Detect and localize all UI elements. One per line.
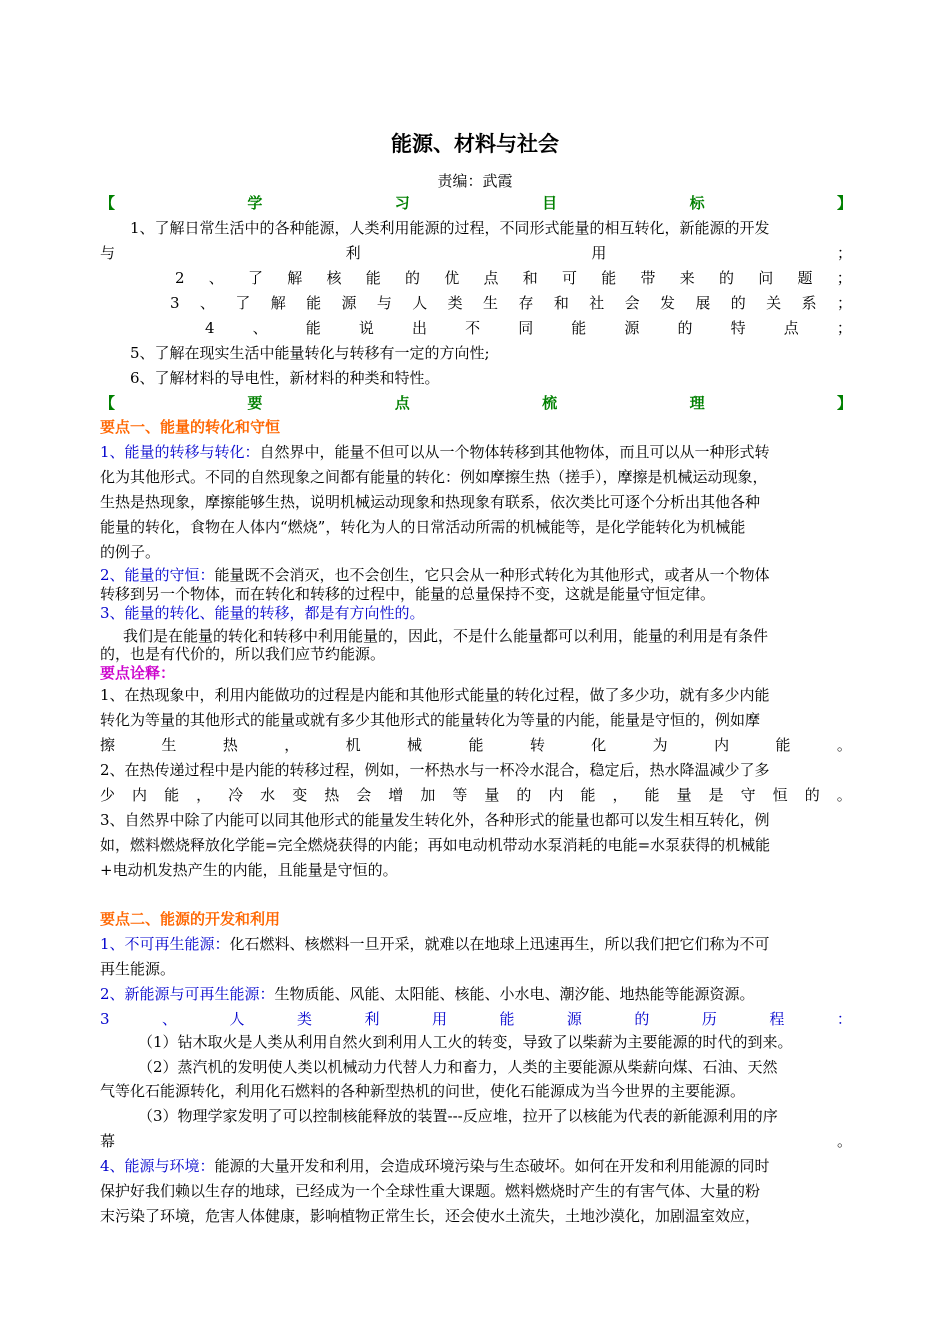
p2-4-text: 能源的大量开发和利用，会造成环境污染与生态破坏。如何在开发和利用能源的同时 xyxy=(214,1157,770,1175)
justified-char: 的 xyxy=(804,786,820,804)
justified-char: 。 xyxy=(836,1132,852,1150)
justified-char: ； xyxy=(836,244,852,262)
justified-char: ， xyxy=(612,786,628,804)
justified-char: 点 xyxy=(783,319,799,337)
justified-char: 会 xyxy=(624,294,640,312)
justified-char: 梳 xyxy=(542,394,558,412)
justified-char: 系 xyxy=(801,294,817,312)
justified-char: 解 xyxy=(270,294,286,312)
justified-char: 说 xyxy=(358,319,374,337)
justified-char: 冷 xyxy=(228,786,244,804)
goal-3 xyxy=(100,293,852,313)
p1-1-line-5: 的例子。 xyxy=(100,543,161,561)
justified-char: 幕 xyxy=(100,1132,116,1150)
justified-char: 化 xyxy=(591,736,607,754)
justified-char: 来 xyxy=(679,269,695,287)
goals-header xyxy=(100,193,852,213)
notes-title: 要点诠释： xyxy=(100,664,176,682)
justified-char: 优 xyxy=(444,269,460,287)
justified-char: 点 xyxy=(394,394,410,412)
justified-char: 【 xyxy=(100,394,116,412)
goal-5: 5、了解在现实生活中能量转化与转移有一定的方向性; xyxy=(130,344,490,362)
justified-char: 】 xyxy=(836,394,852,412)
justified-char: ： xyxy=(836,1010,852,1028)
justified-char: 量 xyxy=(676,786,692,804)
page-title: 能源、材料与社会 xyxy=(391,131,559,156)
justified-char: 能 xyxy=(775,736,791,754)
justified-char: 等 xyxy=(452,786,468,804)
justified-char: 出 xyxy=(411,319,427,337)
p1-1-line-3: 生热是热现象，摩擦能够生热，说明机械运动现象和热现象有联系，依次类比可逐个分析出其他各种 xyxy=(100,493,761,511)
justified-char: 热 xyxy=(222,736,238,754)
justified-char: 用 xyxy=(591,244,607,262)
justified-char: 、 xyxy=(199,294,215,312)
justified-char: 人 xyxy=(412,294,428,312)
justified-char: 加 xyxy=(420,786,436,804)
justified-char: 的 xyxy=(730,294,746,312)
justified-char: 【 xyxy=(100,194,116,212)
justified-char: 的 xyxy=(516,786,532,804)
justified-char: 能 xyxy=(644,786,660,804)
justified-char: 历 xyxy=(701,1010,717,1028)
p2-2-text: 生物质能、风能、太阳能、核能、小水电、潮汐能、地热能等能源资源。 xyxy=(274,985,755,1003)
p2-1-text: 化石燃料、核燃料一旦开采，就难以在地球上迅速再生，所以我们把它们称为不可 xyxy=(229,935,770,953)
p1-1-text: 自然界中，能量不但可以从一个物体转移到其他物体，而且可以从一种形式转 xyxy=(259,443,770,461)
justified-char: 能 xyxy=(601,269,617,287)
justified-char: 程 xyxy=(769,1010,785,1028)
justified-char: 能 xyxy=(365,269,381,287)
justified-char: 能 xyxy=(468,736,484,754)
justified-char: 4 xyxy=(205,319,215,337)
justified-char: 能 xyxy=(571,319,587,337)
justified-char: 学 xyxy=(247,194,263,212)
note-1-line-2: 转化为等量的其他形式的能量或就有多少其他形式的能量转化为等量的内能，能量是守恒的，例如摩 xyxy=(100,711,761,729)
p1-1-label: 1、能量的转移与转化： xyxy=(100,443,260,461)
p2-3-item-2-line-1: （2）蒸汽机的发明使人类以机械动力代替人力和畜力，人类的主要能源从柴薪向煤、石油、天然 xyxy=(138,1058,778,1076)
justified-char: 3 xyxy=(170,294,180,312)
goal-1-line-2 xyxy=(100,243,852,263)
justified-char: 了 xyxy=(235,294,251,312)
justified-char: ； xyxy=(836,269,852,287)
justified-char: 目 xyxy=(542,194,558,212)
justified-char: 能 xyxy=(305,319,321,337)
justified-char: 恒 xyxy=(772,786,788,804)
note-3-line-3: +电动机发热产生的内能，且能量是守恒的。 xyxy=(100,861,398,879)
note-3-line-1: 3、自然界中除了内能可以同其他形式的能量发生转化外，各种形式的能量也都可以发生相互转化，例 xyxy=(100,811,770,829)
justified-char: 】 xyxy=(836,194,852,212)
justified-char: 擦 xyxy=(100,736,116,754)
justified-char: 关 xyxy=(766,294,782,312)
p2-1-line-1 xyxy=(100,934,852,954)
justified-char: 生 xyxy=(483,294,499,312)
justified-char: 带 xyxy=(640,269,656,287)
justified-char: 社 xyxy=(589,294,605,312)
note-1-line-3 xyxy=(100,735,852,755)
review-header xyxy=(100,393,852,413)
justified-char: 能 xyxy=(499,1010,515,1028)
justified-char: 2 xyxy=(175,269,185,287)
justified-char: ， xyxy=(284,736,300,754)
p1-1-line-2: 化为其他形式。不同的自然现象之间都有能量的转化：例如摩擦生热（搓手），摩擦是机械运动现象， xyxy=(100,468,768,486)
p2-3-item-3-line-1: （3）物理学家发明了可以控制核能释放的装置---反应堆，拉开了以核能为代表的新能源利用的序 xyxy=(138,1107,778,1125)
p1-2-label: 2、能量的守恒： xyxy=(100,566,215,584)
p1-3-line-2: 的，也是有代价的，所以我们应节约能源。 xyxy=(100,645,386,663)
justified-char: 为 xyxy=(652,736,668,754)
justified-char: 会 xyxy=(356,786,372,804)
p1-2-text: 能量既不会消灭，也不会创生，它只会从一种形式转化为其他形式，或者从一个物体 xyxy=(214,566,770,584)
p2-2-label: 2、新能源与可再生能源： xyxy=(100,985,275,1003)
justified-char: 的 xyxy=(719,269,735,287)
justified-char: 机 xyxy=(345,736,361,754)
justified-char: 3 xyxy=(100,1010,110,1028)
justified-char: 类 xyxy=(296,1010,312,1028)
justified-char: 与 xyxy=(100,244,116,262)
editor-line: 责编：武霞 xyxy=(437,172,513,190)
justified-char: 能 xyxy=(580,786,596,804)
p1-2-line-1 xyxy=(100,565,852,585)
p2-4-line-3: 末污染了环境，危害人体健康，影响植物正常生长，还会使水土流失，土地沙漠化，加剧温室效应， xyxy=(100,1207,761,1225)
justified-char: 变 xyxy=(292,786,308,804)
p2-4-line-1 xyxy=(100,1156,852,1176)
justified-char: 增 xyxy=(388,786,404,804)
justified-char: 转 xyxy=(529,736,545,754)
justified-char: 习 xyxy=(394,194,410,212)
p1-3-line-1: 我们是在能量的转化和转移中利用能量的，因此，不是什么能量都可以利用，能量的利用是有条件 xyxy=(123,627,769,645)
justified-char: 内 xyxy=(714,736,730,754)
justified-char: 存 xyxy=(518,294,534,312)
justified-char: 水 xyxy=(260,786,276,804)
justified-char: 利 xyxy=(345,244,361,262)
justified-char: 解 xyxy=(287,269,303,287)
justified-char: 和 xyxy=(522,269,538,287)
note-1-line-1: 1、在热现象中，利用内能做功的过程是内能和其他形式能量的转化过程，做了多少功，就有多少内能 xyxy=(100,686,770,704)
justified-char: 不 xyxy=(465,319,481,337)
justified-char: 和 xyxy=(553,294,569,312)
justified-char: 利 xyxy=(364,1010,380,1028)
goal-2 xyxy=(100,268,852,288)
justified-char: 的 xyxy=(634,1010,650,1028)
point-2-title: 要点二、能源的开发和利用 xyxy=(100,910,281,928)
p2-4-label: 4、能源与环境： xyxy=(100,1157,215,1175)
justified-char: 能 xyxy=(164,786,180,804)
justified-char: ； xyxy=(836,294,852,312)
justified-char: 的 xyxy=(677,319,693,337)
justified-char: 核 xyxy=(326,269,342,287)
p1-1-line-1 xyxy=(100,442,852,462)
justified-char: 生 xyxy=(161,736,177,754)
justified-char: 源 xyxy=(341,294,357,312)
justified-char: 。 xyxy=(836,786,852,804)
p1-1-line-4: 能量的转化，食物在人体内“燃烧”，转化为人的日常活动所需的机械能等，是化学能转化为机械能 xyxy=(100,518,746,536)
justified-char: 可 xyxy=(562,269,578,287)
justified-char: 人 xyxy=(229,1010,245,1028)
justified-char: 量 xyxy=(484,786,500,804)
justified-char: 题 xyxy=(797,269,813,287)
justified-char: 问 xyxy=(758,269,774,287)
justified-char: 理 xyxy=(689,394,705,412)
justified-char: 点 xyxy=(483,269,499,287)
justified-char: 了 xyxy=(248,269,264,287)
p2-2-line xyxy=(100,984,852,1004)
note-3-line-2: 如，燃料燃烧释放化学能=完全燃烧获得的内能；再如电动机带动水泵消耗的电能=水泵获得的机械能 xyxy=(100,836,771,854)
p2-1-label: 1、不可再生能源： xyxy=(100,935,230,953)
justified-char: 能 xyxy=(306,294,322,312)
justified-char: 源 xyxy=(566,1010,582,1028)
p2-1-line-2: 再生能源。 xyxy=(100,960,176,978)
justified-char: ； xyxy=(836,319,852,337)
p1-3-heading: 3、能量的转化、能量的转移，都是有方向性的。 xyxy=(100,604,425,622)
note-2-line-1: 2、在热传递过程中是内能的转移过程，例如，一杯热水与一杯冷水混合，稳定后，热水降温减少了多 xyxy=(100,761,770,779)
justified-char: 。 xyxy=(836,736,852,754)
justified-char: 发 xyxy=(660,294,676,312)
justified-char: ， xyxy=(196,786,212,804)
justified-char: 同 xyxy=(518,319,534,337)
justified-char: 、 xyxy=(162,1010,178,1028)
justified-char: 械 xyxy=(407,736,423,754)
justified-char: 展 xyxy=(695,294,711,312)
justified-char: 与 xyxy=(376,294,392,312)
justified-char: 类 xyxy=(447,294,463,312)
p2-3-item-2-line-2: 气等化石能源转化，利用化石燃料的各种新型热机的问世，使化石能源成为当今世界的主要能源。 xyxy=(100,1082,746,1100)
justified-char: 、 xyxy=(252,319,268,337)
goal-6: 6、了解材料的导电性，新材料的种类和特性。 xyxy=(130,369,440,387)
p2-3-heading xyxy=(100,1009,852,1029)
justified-char: 、 xyxy=(208,269,224,287)
justified-char: 内 xyxy=(132,786,148,804)
justified-char: 要 xyxy=(247,394,263,412)
point-1-title: 要点一、能量的转化和守恒 xyxy=(100,418,281,436)
justified-char: 内 xyxy=(548,786,564,804)
justified-char: 是 xyxy=(708,786,724,804)
goal-1-line-1: 1、了解日常生活中的各种能源，人类利用能源的过程，不同形式能量的相互转化，新能源的开发 xyxy=(130,219,770,237)
justified-char: 热 xyxy=(324,786,340,804)
justified-char: 守 xyxy=(740,786,756,804)
p1-2-line-2: 转移到另一个物体，而在转化和转移的过程中，能量的总量保持不变，这就是能量守恒定律。 xyxy=(100,585,716,603)
p2-3-item-3-line-2 xyxy=(100,1131,852,1151)
justified-char: 的 xyxy=(405,269,421,287)
justified-char: 少 xyxy=(100,786,116,804)
note-2-line-2 xyxy=(100,785,852,805)
goal-4 xyxy=(100,318,852,338)
justified-char: 用 xyxy=(431,1010,447,1028)
p2-4-line-2: 保护好我们赖以生存的地球，已经成为一个全球性重大课题。燃料燃烧时产生的有害气体、大量的粉 xyxy=(100,1182,761,1200)
p2-3-item-1: （1）钻木取火是人类从利用自然火到利用人工火的转变，导致了以柴薪为主要能源的时代的到来。 xyxy=(138,1033,793,1051)
justified-char: 源 xyxy=(624,319,640,337)
justified-char: 特 xyxy=(730,319,746,337)
justified-char: 标 xyxy=(689,194,705,212)
